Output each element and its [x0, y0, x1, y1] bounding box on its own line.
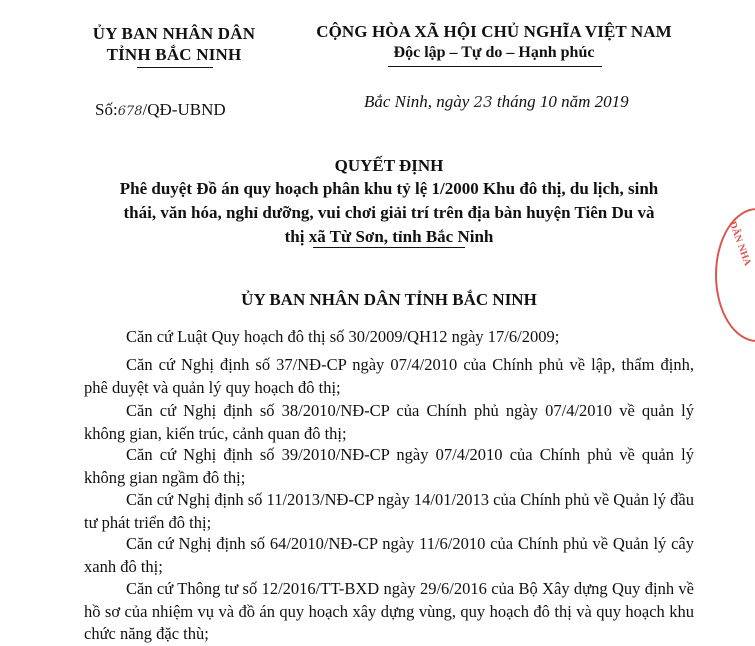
seal-text: DÂN NHA [726, 220, 753, 268]
decision-subtitle [84, 177, 694, 249]
legal-basis-2: Căn cứ Nghị định số 37/NĐ-CP ngày 07/4/2010 của Chính phủ về lập, thẩm định, phê duyệt và quản lý quy hoạch đô thị; [84, 355, 694, 397]
authority-heading: ỦY BAN NHÂN DÂN TỈNH BẮC NINH [241, 290, 537, 309]
document-number [95, 100, 226, 120]
legal-basis-3: Căn cứ Nghị định số 38/2010/NĐ-CP của Chính phủ ngày 07/4/2010 về quản lý không gian, kiến trúc, cảnh quan đô thị; [84, 401, 694, 443]
number-prefix: Số: [95, 100, 118, 119]
decision-title: QUYẾT ĐỊNH [334, 156, 444, 175]
date-prefix: Bắc Ninh, ngày [364, 92, 470, 111]
number-suffix: /QĐ-UBND [142, 100, 226, 119]
legal-basis-6: Căn cứ Nghị định số 64/2010/NĐ-CP ngày 11/6/2010 của Chính phủ về Quản lý cây xanh đô thị; [84, 534, 694, 576]
subtitle-line-2: thái, văn hóa, nghỉ dưỡng, vui chơi giải trí trên địa bàn huyện Tiên Du và [123, 203, 655, 222]
document-date [364, 92, 629, 112]
subtitle-underline [313, 247, 465, 248]
issuer-name-line1: ỦY BAN NHÂN DÂN [92, 24, 256, 43]
date-day-handwritten: 23 [473, 93, 493, 111]
nation-title: CỘNG HÒA XÃ HỘI CHỦ NGHĨA VIỆT NAM [316, 22, 672, 41]
issuer-name-line2: TỈNH BẮC NINH [106, 45, 242, 64]
legal-basis-7: Căn cứ Thông tư số 12/2016/TT-BXD ngày 29/6/2016 của Bộ Xây dựng Quy định về hồ sơ của nhiệm vụ và đồ án quy hoạch xây dựng vùng, quy hoạch đô thị và quy hoạch khu chức năng đặc thù; [84, 579, 694, 643]
national-motto: Độc lập – Tự do – Hạnh phúc [393, 44, 595, 61]
motto-underline [388, 66, 602, 67]
legal-basis-1: Căn cứ Luật Quy hoạch đô thị số 30/2009/QH12 ngày 17/6/2009; [126, 327, 560, 346]
legal-basis-4: Căn cứ Nghị định số 39/2010/NĐ-CP ngày 07/4/2010 của Chính phủ về quản lý không gian ngầm đô thị; [84, 445, 694, 487]
number-handwritten: 678 [117, 104, 143, 119]
official-seal [715, 208, 755, 342]
subtitle-line-3: thị xã Từ Sơn, tỉnh Bắc Ninh [284, 227, 494, 246]
issuer-underline [137, 67, 213, 68]
legal-basis-5: Căn cứ Nghị định số 11/2013/NĐ-CP ngày 14/01/2013 của Chính phủ về Quản lý đầu tư phát triển đô thị; [84, 490, 694, 532]
date-suffix: tháng 10 năm 2019 [496, 92, 629, 111]
subtitle-line-1: Phê duyệt Đồ án quy hoạch phân khu tỷ lệ 1/2000 Khu đô thị, du lịch, sinh [119, 179, 659, 198]
